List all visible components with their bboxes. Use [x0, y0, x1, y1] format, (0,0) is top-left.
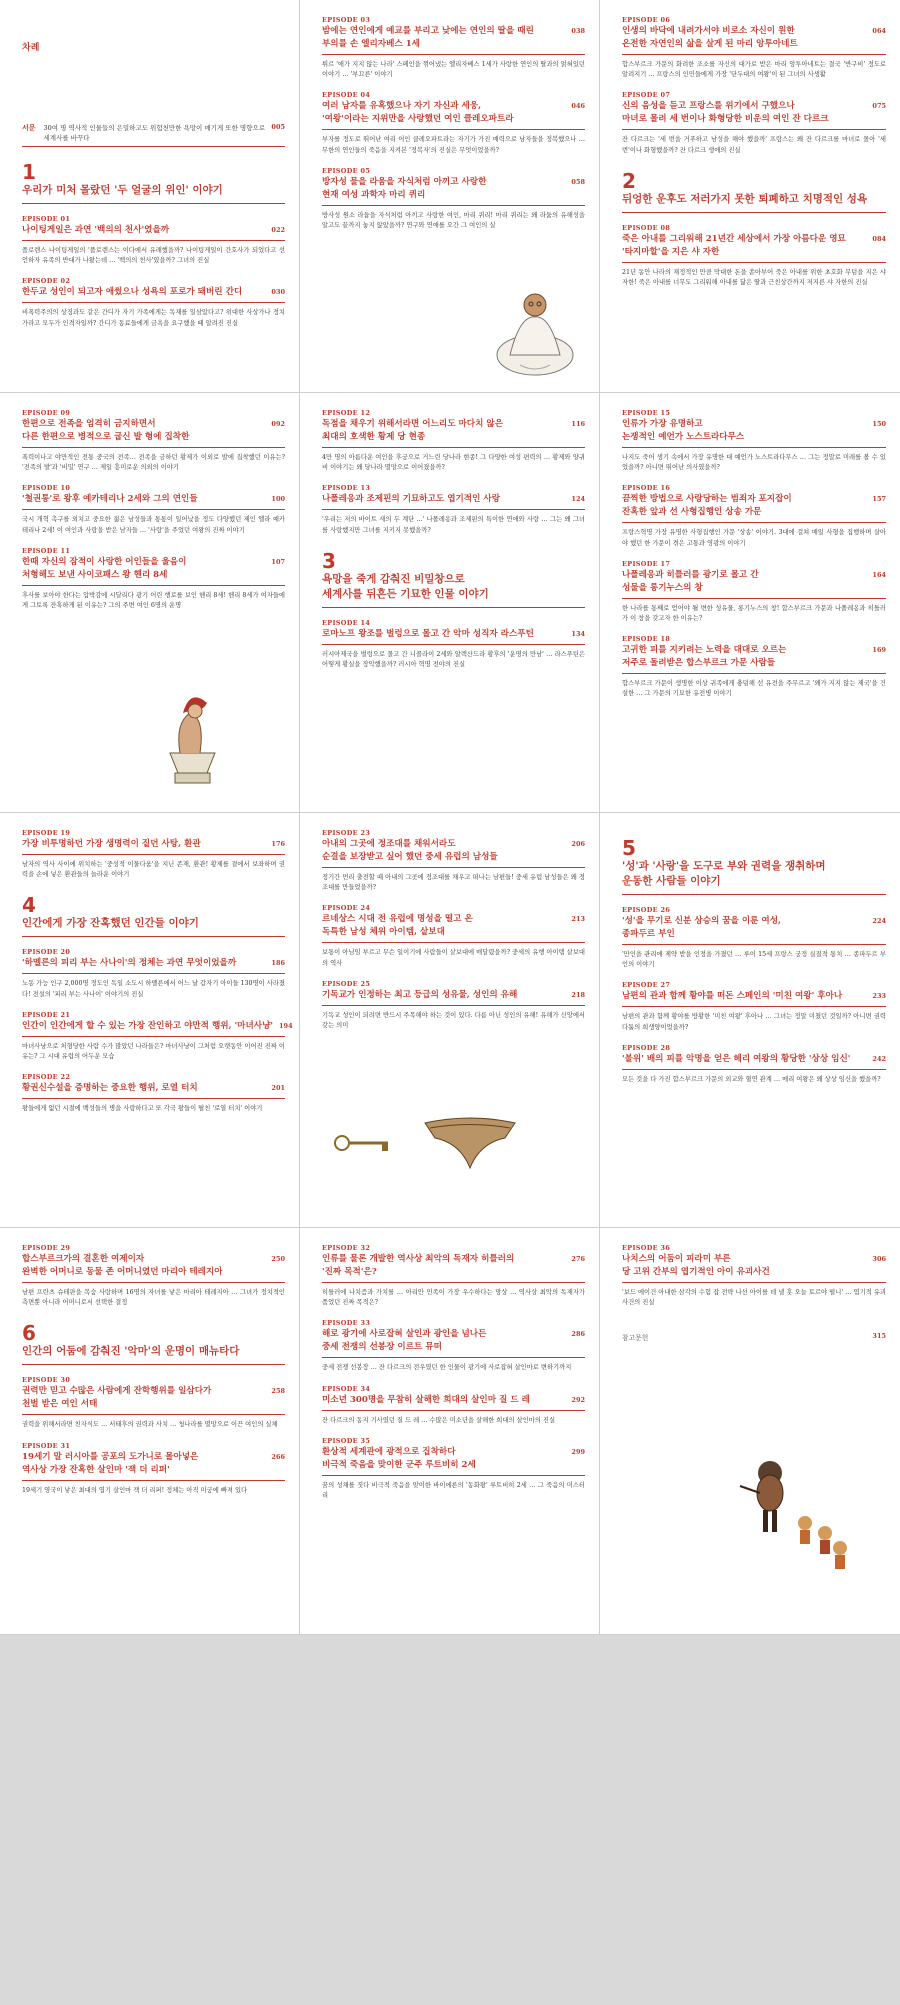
episode-description: 잔 다르크는 '세 번을 거푸하고 남성을 해야 했을까' 프랑스는 왜 잔 다르크를 마녀로 몰아 '세 번'이나 화형했을까? 잔 다르크 생애의 진실 — [622, 136, 886, 154]
toc-page-panel — [0, 1228, 300, 1635]
episode-title-line[interactable]: 해로 광기에 사로잡혀 살인과 광인을 넘나든 — [322, 1329, 487, 1340]
episode-description: 중세 전쟁 선봉장 … 잔 다르크의 전우였던 한 인물이 광기에 사로잡혀 살인마로 변하기까지 — [322, 1364, 572, 1372]
episode-tag: EPISODE 11 — [22, 546, 71, 555]
episode-tag: EPISODE 18 — [622, 635, 671, 644]
episode-title-line[interactable]: 한두교 성인이 되고자 애썼으나 성욕의 포로가 돼버린 간디 — [22, 287, 243, 298]
episode-title-line[interactable]: 완벽한 어머니로 동물 존 어머니였던 마리아 테레지아 — [22, 1267, 223, 1277]
episode-title[interactable] — [22, 1385, 211, 1411]
episode-heading[interactable] — [22, 286, 285, 303]
episode-page-number: 224 — [872, 917, 886, 925]
episode-title-line[interactable]: '하멜른의 피리 부는 사나이'의 정체는 과연 무엇이었을까 — [22, 958, 237, 969]
episode-title[interactable] — [22, 838, 201, 851]
episode-tag: EPISODE 15 — [622, 409, 671, 417]
episode-title[interactable] — [22, 418, 189, 444]
episode-page-number: 022 — [271, 226, 285, 234]
part-divider — [22, 203, 285, 204]
episode-description: '우리는 저의 바이트 새의 두 계단 ...' 나폴레옹과 조제핀의 특이한 연애와 사랑 … 그는 왜 그녀를 사랑했지만 그녀를 지키지 못했을까? — [322, 516, 585, 534]
episode-description: '만인을 관리에 제약 받을 인정을 가졌던 … 루이 15세 프랑스 궁정 실질적 통치 … 종파두르 부인의 이야기 — [622, 951, 886, 969]
toc-page-panel — [0, 393, 300, 813]
episode-title-line[interactable]: '성'을 무기로 신분 상승의 꿈을 이룬 여성, — [622, 916, 782, 926]
episode-page-number: 164 — [872, 570, 886, 579]
episode-page-number: 092 — [271, 420, 285, 428]
episode-heading[interactable] — [622, 569, 886, 599]
episode-tag: EPISODE 09 — [22, 409, 71, 417]
episode-tag: EPISODE 21 — [22, 1010, 71, 1019]
episode-heading[interactable] — [322, 1328, 585, 1358]
part-title — [322, 572, 585, 602]
episode-description: 국시 개혁 촉구를 외치고 중요한 젊은 남성들과 통통이 일어났을 정도 다양했던 제인 엘라 예카테리나 2세! 이 여인과 사랑을 받은 남자들 … '사랑'을 주었던 여왕의 진짜 이야기 — [22, 516, 285, 534]
episode-tag: EPISODE 32 — [322, 1244, 371, 1252]
episode-tag: EPISODE 36 — [622, 1244, 671, 1252]
episode-description: 마녀사냥으로 처형당한 사람 수가 많았던 나라들은? 마녀사냥이 그처럼 오랫동안 이어진 진짜 이유는? 그 시대 유럽의 어두운 모습 — [22, 1042, 285, 1061]
episode-page-number: 201 — [271, 1084, 285, 1093]
episode-title-line[interactable]: 독특한 남성 체위 아이템, 샅보대 — [322, 927, 445, 938]
episode-description: 모든 것을 다 가진 합스부르크 가문의 외교와 혈연 관계 … 메리 여왕은 왜 상상 임신을 했을까? — [622, 1075, 881, 1083]
preface-label: 서문 — [22, 123, 36, 132]
episode-heading[interactable] — [322, 418, 585, 448]
episode-description: 남자의 역사 사이에 위치하는 '중성적 이물다움'을 지닌 존재, 환관! 황제를 곁에서 보좌하며 권력을 손에 넣은 환관들의 놀라운 이야기 — [22, 861, 285, 879]
episode-title-line[interactable]: 종파두르 부인 — [622, 929, 675, 939]
episode-description: 나지도 죽어 생기 속에서 가장 유명한 대 예언가 노스트라다무스 … 그는 정말로 미래를 볼 수 있었을까? 아니면 뛰어난 의사였을까? — [622, 454, 886, 472]
episode-heading[interactable] — [322, 913, 585, 943]
part-title — [22, 183, 285, 198]
part-title — [22, 1344, 285, 1359]
episode-heading[interactable] — [622, 644, 886, 674]
episode-title-line[interactable]: 최대의 호색한 황제 당 현종 — [322, 432, 426, 442]
part-title-line: 욕망을 죽게 감춰진 비밀창으로 — [322, 572, 465, 585]
references-entry[interactable] — [622, 1332, 886, 1342]
episode-page-number: 186 — [271, 959, 285, 968]
episode-title[interactable] — [622, 915, 781, 941]
episode-heading[interactable] — [22, 1253, 285, 1283]
episode-title[interactable] — [622, 1253, 770, 1279]
episode-title[interactable] — [622, 25, 798, 51]
episode-heading[interactable] — [322, 100, 585, 130]
episode-heading[interactable] — [622, 25, 886, 55]
episode-title[interactable] — [322, 176, 486, 202]
part-number: 4 — [22, 893, 36, 918]
episode-tag: EPISODE 31 — [22, 1441, 71, 1450]
episode-title-line[interactable]: 남편의 관과 함께 황야를 떠돈 스페인의 '미친 여왕' 후아나 — [622, 991, 843, 1002]
episode-heading[interactable] — [322, 493, 585, 510]
part-title-line: 운동한 사람들 이야기 — [622, 875, 721, 887]
episode-heading[interactable] — [322, 838, 585, 868]
part-number: 6 — [22, 1321, 36, 1346]
episode-heading[interactable] — [22, 1451, 285, 1481]
episode-title[interactable] — [622, 569, 759, 595]
episode-title-line[interactable]: 인류를 물론 개발한 역사상 최악의 독재자 히틀러의 — [322, 1254, 515, 1264]
episode-tag: EPISODE 34 — [322, 1384, 371, 1393]
episode-title-line[interactable]: 황권신수설을 증명하는 중요한 행위, 로열 터치 — [22, 1083, 198, 1094]
part-divider — [622, 212, 886, 213]
episode-title-line[interactable]: 아내의 그곳에 정조대를 채워서라도 — [322, 839, 456, 849]
episode-title[interactable] — [22, 1253, 223, 1279]
episode-title-line[interactable]: 다른 한편으로 병적으로 굽신 발 형에 집착한 — [22, 432, 190, 442]
episode-title-line[interactable]: '불위' 배의 피를 악명을 얻은 헤리 여왕의 황당한 '상상 임신' — [622, 1053, 851, 1064]
episode-heading[interactable] — [622, 493, 886, 523]
episode-heading[interactable] — [622, 233, 886, 263]
episode-tag: EPISODE 27 — [622, 981, 671, 990]
episode-title-line[interactable]: 나폴레옹과 조제핀의 기묘하고도 엽기적인 사랑 — [322, 494, 500, 505]
episode-page-number: 038 — [571, 27, 585, 35]
toc-page-panel — [300, 813, 600, 1228]
episode-tag: EPISODE 28 — [622, 1043, 671, 1052]
episode-page-number: 176 — [271, 840, 285, 848]
part-title-line: 인간의 어둠에 감춰진 '악마'의 운명이 매뉴타다 — [22, 1345, 240, 1358]
episode-title[interactable] — [22, 556, 186, 582]
episode-page-number: 064 — [872, 27, 886, 35]
episode-page-number: 213 — [571, 915, 585, 924]
episode-heading[interactable] — [22, 493, 285, 510]
episode-page-number: 242 — [872, 1054, 886, 1063]
episode-tag: EPISODE 13 — [322, 484, 371, 493]
episode-description: 프랑스혁명 가장 유명한 사형집행인 가문 '상송' 이야기. 3대에 걸쳐 매일 사형을 집행하며 살아야 했던 한 가문이 겪은 고통과 영광의 이야기 — [622, 529, 886, 547]
episode-heading[interactable] — [22, 1082, 285, 1099]
episode-heading[interactable] — [622, 1253, 886, 1283]
episode-page-number: 134 — [571, 629, 585, 638]
episode-page-number: 084 — [872, 234, 886, 243]
episode-heading[interactable] — [22, 1385, 285, 1415]
episode-title[interactable] — [322, 628, 534, 641]
episode-title-line[interactable]: 순결을 보장받고 싶어 했던 중세 유럽의 남성들 — [322, 852, 498, 862]
episode-page-number: 169 — [872, 646, 886, 655]
episode-tag: EPISODE 26 — [622, 906, 671, 914]
episode-description: 노동 가능 인구 2,000명 정도인 독일 소도시 하멜른에서 어느 날 갑자기 아이들 130명이 사라졌다! 전설의 '피리 부는 사나이' 이야기의 진실 — [22, 980, 285, 998]
episode-title[interactable] — [622, 644, 786, 670]
episode-title-line[interactable]: 천벌 받은 여인 서태 — [22, 1399, 98, 1410]
episode-title[interactable] — [322, 1253, 514, 1279]
episode-title[interactable] — [622, 418, 744, 444]
episode-title-line[interactable]: 독점을 채우기 위해서라면 어느리도 마다치 않은 — [322, 419, 503, 429]
episode-description: 히틀러에 나치즘과 가치를 … 아리안 민족이 가장 우수하다는 망상 … 역사상 최악의 독재자가 품었던 진짜 목적은? — [322, 1289, 585, 1307]
episode-tag: EPISODE 22 — [22, 1073, 71, 1082]
episode-title-line[interactable]: 부의를 손 엘리자베스 1세 — [322, 39, 420, 49]
episode-title[interactable] — [322, 913, 473, 939]
episode-page-number: 075 — [872, 102, 886, 111]
episode-title-line[interactable]: 현재 여성 과학자 마리 퀴리 — [322, 189, 426, 200]
episode-title-line[interactable]: 신의 음성을 듣고 프랑스를 위기에서 구했으나 — [622, 101, 795, 112]
episode-page-number: 206 — [571, 840, 585, 848]
toc-page-panel — [300, 393, 600, 813]
episode-description: 방사성 원소 라듐을 자식처럼 아끼고 사랑한 여인, 마리 퀴리! 마리 퀴리는 왜 라듐의 유해성을 알고도 끝까지 놓지 않았을까? 연구와 연애를 오간 그 여인의 실 — [322, 211, 585, 230]
episode-description: 21년 동안 나라의 재정적인 만큼 막대한 돈을 쏟아부어 죽은 아내를 위한 초호화 무덤을 지은 샤 자한! 죽은 아내를 너무도 그리워해 아내를 닮은 딸과 근친상간까지 저지른 샤 자한의 진실 — [622, 268, 886, 287]
references-label[interactable]: 참고문헌 — [622, 1334, 649, 1343]
episode-page-number: 250 — [271, 1255, 285, 1263]
part-title — [622, 859, 886, 889]
episode-title[interactable] — [322, 418, 503, 444]
episode-tag: EPISODE 20 — [22, 948, 71, 957]
references-page-number: 315 — [872, 1332, 886, 1341]
episode-description: 합스부르크 가문의 화려한 조소를 자신의 대가로 받은 마리 앙투아네트는 결국 '반구비' 정도로 알려지기 ... 프랑스의 인민들에게 가장 '단두대의 여왕'이 된 그녀의 사생활 — [622, 61, 886, 79]
episode-title[interactable] — [322, 493, 500, 506]
episode-page-number: 233 — [872, 992, 886, 1001]
episode-description: 꿈의 성채를 짓다 비극적 죽음을 맞이한 바이에른의 '동화왕' 루트비히 2세 … 그 죽음의 미스터리 — [322, 1481, 585, 1500]
part-title-line: 뒤엉한 운후도 저러가지 못한 퇴폐하고 치명적인 성욕 — [622, 192, 868, 205]
episode-page-number: 107 — [271, 557, 285, 566]
episode-title[interactable] — [322, 989, 517, 1002]
part-number: 1 — [22, 160, 36, 184]
episode-title-line[interactable]: 나치스의 어둠이 피라미 부른 — [622, 1254, 731, 1264]
episode-title-line[interactable]: 성물을 롱기누스의 창 — [622, 582, 703, 593]
episode-tag: EPISODE 01 — [22, 215, 71, 223]
episode-description: 튀르 '애가 지지 않는 나라' 스페인을 꺾어냈는 엘리자베스 1세가 사랑한 연인의 딸과의 얽혀있던 이야기 … '부끄른' 이야기 — [322, 61, 585, 79]
episode-title-line[interactable]: 여러 남자를 유혹했으나 자기 자신과 세웅, — [322, 101, 482, 112]
episode-title[interactable] — [322, 1446, 476, 1472]
toc-page-panel — [300, 1228, 600, 1635]
episode-tag: EPISODE 06 — [622, 16, 671, 24]
toc-page-panel — [0, 813, 300, 1228]
part-divider — [622, 894, 886, 895]
toc-page-panel — [600, 813, 900, 1228]
episode-title[interactable] — [22, 224, 169, 237]
episode-title[interactable] — [322, 838, 498, 864]
episode-title-line[interactable]: 온전한 자연인의 삶을 살게 된 마리 앙투아네트 — [622, 39, 798, 49]
episode-description: 부자를 정도로 뛰어난 여리 어인 클레오파트라는 자기가 가진 매력으로 남자들을 정복했으나 … 무한의 연인들의 죽음을 지켜본 '정복자'의 진실은 무엇이었을까? — [322, 136, 585, 154]
episode-page-number: 157 — [872, 495, 886, 504]
episode-title[interactable] — [22, 1020, 273, 1033]
episode-page-number: 150 — [872, 420, 886, 428]
part-heading — [22, 894, 285, 937]
episode-page-number: 276 — [571, 1255, 585, 1263]
key-belt-illustration — [330, 1103, 520, 1173]
episode-title-line[interactable]: 고귀한 피를 지키려는 노력을 대대로 오르는 — [622, 645, 787, 656]
episode-title-line[interactable]: 처형해도 보낸 사이코패스 왕 헨리 8세 — [22, 569, 168, 580]
episode-title[interactable] — [22, 1082, 198, 1095]
episode-title[interactable] — [322, 100, 514, 126]
episode-title-line[interactable]: 잔혹한 앞과 선 사형집행인 상송 가문 — [622, 507, 762, 518]
episode-heading[interactable] — [622, 418, 886, 448]
episode-title-line[interactable]: 당 고위 간부의 엽기적인 아이 유괴사건 — [622, 1267, 770, 1277]
episode-heading[interactable] — [322, 1253, 585, 1283]
episode-tag: EPISODE 08 — [622, 223, 671, 232]
episode-page-number: 292 — [571, 1395, 585, 1404]
episode-description: 정기간 먼리 출전할 때 아내의 그곳에 정조대를 채우고 떠나는 남편들! 중세 유럽 남성들은 왜 정조대를 만들었을까? — [322, 874, 585, 892]
episode-heading[interactable] — [322, 628, 585, 645]
episode-title-line[interactable]: 인류가 가장 유명하고 — [622, 419, 703, 429]
episode-tag: EPISODE 24 — [322, 904, 371, 913]
episode-title-line[interactable]: '철권통'로 왕후 예카테리나 2세와 그의 연인들 — [22, 494, 198, 505]
episode-title-line[interactable]: 죽은 아내를 그리워해 21년간 세상에서 가장 아름다운 영묘 — [622, 233, 846, 244]
episode-title-line[interactable]: 나폴레옹과 히틀러를 광기로 몰고 간 — [622, 569, 759, 580]
piper-illustration — [730, 1448, 850, 1578]
episode-heading[interactable] — [622, 100, 886, 130]
episode-tag: EPISODE 25 — [322, 979, 371, 988]
episode-title-line[interactable]: 저주로 돌려받은 합스부르크 가문 사람들 — [622, 658, 776, 669]
toc-page-panel — [600, 393, 900, 813]
episode-heading[interactable] — [22, 418, 285, 448]
episode-title-line[interactable]: 비극적 죽음을 맞이한 군주 루트비히 2세 — [322, 1459, 476, 1470]
episode-page-number: 046 — [571, 102, 585, 111]
episode-page-number: 299 — [571, 1447, 585, 1456]
episode-page-number: 030 — [271, 288, 285, 297]
episode-title-line[interactable]: 인간이 인간에게 할 수 있는 가장 잔인하고 야만적 행위, '마녀사냥' — [22, 1020, 274, 1031]
episode-title[interactable] — [322, 1394, 530, 1407]
part-title — [622, 192, 886, 207]
episode-tag: EPISODE 19 — [22, 829, 71, 837]
episode-page-number: 306 — [872, 1255, 886, 1263]
episode-heading[interactable] — [22, 838, 285, 855]
episode-tag: EPISODE 07 — [622, 91, 671, 100]
part-title-line: 인간에게 가장 잔혹했던 인간들 이야기 — [22, 917, 199, 930]
episode-tag: EPISODE 35 — [322, 1436, 371, 1445]
episode-heading[interactable] — [322, 989, 585, 1006]
episode-title[interactable] — [322, 1328, 486, 1354]
toc-page-panel — [0, 0, 300, 393]
part-heading — [622, 170, 886, 213]
episode-title-line[interactable]: '진짜 목적'은? — [322, 1267, 377, 1277]
episode-description: 남편 프란츠 슈테판을 목숨 사랑하며 16명의 자녀를 낳은 마리아 테레지아 … 그녀가 정치적인 측면뿐 아니라 어머니로서 선택한 결정 — [22, 1289, 285, 1307]
episode-title[interactable] — [622, 1053, 850, 1066]
toc-page-panel — [600, 0, 900, 393]
episode-description: 잔 다르크의 동지 기사였던 질 드 레 … 수많은 미소년을 살해한 희대의 살인마의 진실 — [322, 1416, 556, 1424]
episode-heading[interactable] — [322, 1394, 585, 1411]
episode-heading[interactable] — [22, 1020, 293, 1037]
episode-title-line[interactable]: 중세 전쟁의 선봉장 이르트 뮤떠 — [322, 1342, 442, 1353]
preface-text[interactable]: 30여 명 역사적 인물들의 은밀하고도 위험천만한 욕망이 매기게 또한 명향으로 세계사를 바꾸다 — [43, 124, 266, 142]
preface-page-number: 005 — [271, 123, 285, 131]
episode-heading[interactable] — [622, 990, 886, 1007]
episode-tag: EPISODE 03 — [322, 16, 371, 24]
episode-title-line[interactable]: 권력만 믿고 수많은 사람에게 잔학행위를 일삼다가 — [22, 1386, 212, 1397]
part-number: 5 — [622, 836, 636, 860]
episode-title[interactable] — [622, 493, 792, 519]
episode-title-line[interactable]: 한편으로 전족을 엄격히 금지하면서 — [22, 419, 156, 429]
episode-tag: EPISODE 23 — [322, 829, 371, 837]
episode-title-line[interactable]: '타지마할'을 지은 샤 자한 — [622, 246, 720, 257]
episode-title[interactable] — [622, 990, 842, 1003]
episode-tag: EPISODE 04 — [322, 91, 371, 100]
preface-entry[interactable] — [22, 123, 285, 147]
episode-title-line[interactable]: 마녀로 몰려 세 번이나 화형당한 비운의 여인 잔 다르크 — [622, 114, 829, 125]
episode-page-number: 116 — [571, 420, 585, 428]
episode-title-line[interactable]: 논쟁적인 예언가 노스트라다무스 — [622, 432, 745, 442]
episode-page-number: 194 — [279, 1021, 293, 1030]
part-title-line: '성'과 '사랑'을 도구로 부와 권력을 쟁취하며 — [622, 860, 826, 872]
episode-heading[interactable] — [322, 176, 585, 206]
episode-title-line[interactable]: 미소년 300명을 무참히 살해한 희대의 살인마 질 드 레 — [322, 1394, 530, 1405]
episode-title-line[interactable]: 한때 자신의 잠적이 사랑한 어인들을 울음이 — [22, 556, 187, 567]
episode-tag: EPISODE 33 — [322, 1319, 371, 1328]
part-heading — [22, 1322, 285, 1365]
episode-tag: EPISODE 17 — [622, 559, 671, 568]
episode-page-number: 218 — [571, 990, 585, 999]
episode-tag: EPISODE 12 — [322, 409, 371, 417]
episode-title[interactable] — [22, 493, 198, 506]
chalice-woman-illustration — [155, 683, 230, 788]
episode-heading[interactable] — [22, 556, 285, 586]
part-divider — [22, 936, 285, 937]
episode-page-number: 286 — [571, 1330, 585, 1339]
episode-tag: EPISODE 10 — [22, 484, 71, 493]
episode-heading[interactable] — [22, 957, 285, 974]
episode-description: 러시아제국을 벌렁으로 몰고 간 니콜라이 2세와 알렉산드라 황후의 '운명의 만남' … 라스푸틴은 어떻게 황실을 장악했을까? 러시아 혁명 전야의 진실 — [322, 650, 585, 669]
episode-title-line[interactable]: 합스부르크가의 결혼한 여제이자 — [22, 1254, 145, 1264]
episode-title-line[interactable]: 환상적 세계관에 광적으로 집착하다 — [322, 1446, 456, 1457]
gandhi-illustration — [490, 285, 580, 380]
part-number: 3 — [322, 548, 336, 573]
episode-description: 비폭력주의의 상징과도 같은 간디가 자기 가족에게는 독재를 일삼았다고? 위대한 사상가나 정치가라고 모두가 인격자일까? 간디가 동료들에게 금욕을 요구했을 때 알려진 진실 — [22, 309, 285, 327]
episode-page-number: 266 — [271, 1452, 285, 1461]
episode-title[interactable] — [322, 25, 534, 51]
episode-description: 후사를 보아야 한다는 압박감에 시달리다 광기 어린 행로를 보인 헨리 8세! 헨리 8세가 여자들에게 그토록 잔혹하게 된 이유는? 그의 주변 여인 6명의 운명 — [22, 591, 285, 610]
episode-heading[interactable] — [322, 1446, 585, 1476]
part-title-line: 세계사를 뒤흔든 기묘한 인물 이야기 — [322, 587, 489, 600]
toc-page-panel — [600, 1228, 900, 1635]
episode-tag: EPISODE 29 — [22, 1244, 71, 1252]
episode-heading[interactable] — [22, 224, 285, 241]
episode-description: 합스부르크 가문이 생명한 이상 귀족에게 충덤해 선 유전을 주무르고 '왜가 지지 않는 제국'을 건설한 … 그 가문의 기묘한 유전병 이야기 — [622, 680, 886, 698]
episode-heading[interactable] — [622, 915, 886, 945]
part-heading — [22, 161, 285, 204]
episode-description: 남편의 관과 함께 황야를 방황한 '미친 여왕' 후아나 … 그녀는 정말 미쳤던 것일까? 아니면 권력 다툼의 희생양이었을까? — [622, 1013, 886, 1031]
episode-title-line[interactable]: '여왕'이라는 지위만을 사랑했던 여인 클레오파트라 — [322, 114, 514, 125]
episode-title[interactable] — [622, 100, 829, 126]
episode-description: 보통이 아님임 부르고 무슨 일이기에 사람들이 샅보대에 매달렸을까? 중세의 유행 아이템 샅보대의 역사 — [322, 949, 585, 967]
episode-page-number: 258 — [271, 1387, 285, 1396]
episode-tag: EPISODE 02 — [22, 277, 71, 286]
episode-tag: EPISODE 14 — [322, 618, 371, 627]
episode-title-line[interactable]: 기독교가 인정하는 최고 등급의 성유물, 성인의 유해 — [322, 989, 518, 1000]
episode-title[interactable] — [22, 286, 242, 299]
episode-title-line[interactable]: 19세기 말 러시아를 공포의 도가니로 몰아넣은 — [22, 1451, 199, 1462]
episode-title[interactable] — [622, 233, 846, 259]
episode-tag: EPISODE 05 — [322, 166, 371, 175]
episode-description: 19세기 영국이 낳은 최대의 엽기 살인마 잭 더 리퍼! 정체는 아직 미궁에 빠져 있다 — [22, 1486, 248, 1494]
episode-description: 4만 명의 아름다운 여인을 후궁으로 거느린 당나라 현종! 그 다양한 여성 편력의 … 황제와 양귀비 이야기는 왜 당나라 멸망으로 이어졌을까? — [322, 454, 585, 472]
part-divider — [322, 607, 585, 608]
part-number: 2 — [622, 168, 636, 193]
toc-label: 차례 — [22, 43, 40, 53]
episode-tag: EPISODE 30 — [22, 1376, 71, 1385]
episode-description: 기독교 성인이 되려면 반드시 주목해야 하는 것이 있다. 다름 아닌 성인의 유해! 유해가 신앙에서 갖는 의미 — [322, 1011, 585, 1030]
episode-title-line[interactable]: 로마노프 왕조를 벌렁으로 몰고 간 악마 성직자 라스푸틴 — [322, 628, 534, 639]
episode-title-line[interactable]: 역사상 가장 잔혹한 살인마 '잭 더 리퍼' — [22, 1464, 170, 1475]
episode-page-number: 100 — [271, 495, 285, 504]
episode-title-line[interactable]: 밤에는 연인에게 예교를 부리고 낮에는 연인의 딸을 때린 — [322, 26, 534, 36]
episode-title-line[interactable]: 가장 비투명하던 가장 생명력이 짙던 사탕, 환관 — [22, 839, 201, 849]
episode-title-line[interactable]: 끔찍한 방법으로 사랑당하는 범죄자 포지잡이 — [622, 494, 792, 505]
part-title-line: 우리가 미처 몰랐던 '두 얼굴의 위인' 이야기 — [22, 184, 223, 196]
episode-title[interactable] — [22, 1451, 198, 1477]
episode-description: '보드 에이건 아내한 삼각의 수험 잡 전략 나선 아이를 데 낼 훗 오늘 토르야 펄니' … 엽기적 유괴 사건의 진실 — [622, 1289, 886, 1307]
episode-heading[interactable] — [622, 1053, 886, 1070]
part-divider — [22, 1364, 285, 1365]
episode-title-line[interactable]: 방자성 물을 라움을 자식처럼 아끼고 사랑한 — [322, 176, 487, 187]
episode-description: 왕들에게 없던 시절에 백성들의 병을 사랑하다고 또 각국 왕들이 펼친 '로열 터치' 이야기 — [22, 1105, 263, 1113]
part-title — [22, 916, 285, 931]
episode-title-line[interactable]: 인생의 바닥에 내려가서야 비로소 자신이 원한 — [622, 26, 795, 36]
episode-description: 권력을 위해서라면 친자식도 … 서태후의 권력과 사치 … 청나라를 멸망으로 이끈 여인의 실체 — [22, 1421, 278, 1429]
part-heading — [622, 837, 886, 895]
episode-description: 한 나라를 통째로 얻어야 될 변한 성유물, 롱기누스의 창! 합스부르크 가문과 나폴레옹과 히틀러가 이 창을 갖고자 한 이유는? — [622, 604, 886, 623]
episode-title-line[interactable]: 르네상스 시대 전 유럽에 명성을 떨고 온 — [322, 914, 473, 925]
toc-page-panel — [300, 0, 600, 393]
part-heading — [322, 550, 585, 608]
episode-page-number: 058 — [571, 177, 585, 186]
episode-title-line[interactable]: 나이팅게일은 과연 '백의의 천사'였을까 — [22, 225, 170, 235]
episode-description: 폭력이나고 야만적인 전통 중국의 전족… 전족을 금하던 황제가 이외로 발에 집착했던 이유는? '전족의 발'과 '비밀' 연구 … 제일 흥미로운 의외의 이야기 — [22, 454, 285, 472]
episode-page-number: 124 — [571, 495, 585, 504]
episode-title[interactable] — [22, 957, 236, 970]
episode-heading[interactable] — [322, 25, 585, 55]
episode-description: 플로렌스 나이팅게일의 '플로렌스는 이다에서 유래했을까? 나이팅게일이 간호사가 되었다고 선언하자 유족의 반대가 나왔는데 … '백의의 천사'였을까? 그녀의 진실 — [22, 247, 285, 265]
episode-tag: EPISODE 16 — [622, 484, 671, 493]
